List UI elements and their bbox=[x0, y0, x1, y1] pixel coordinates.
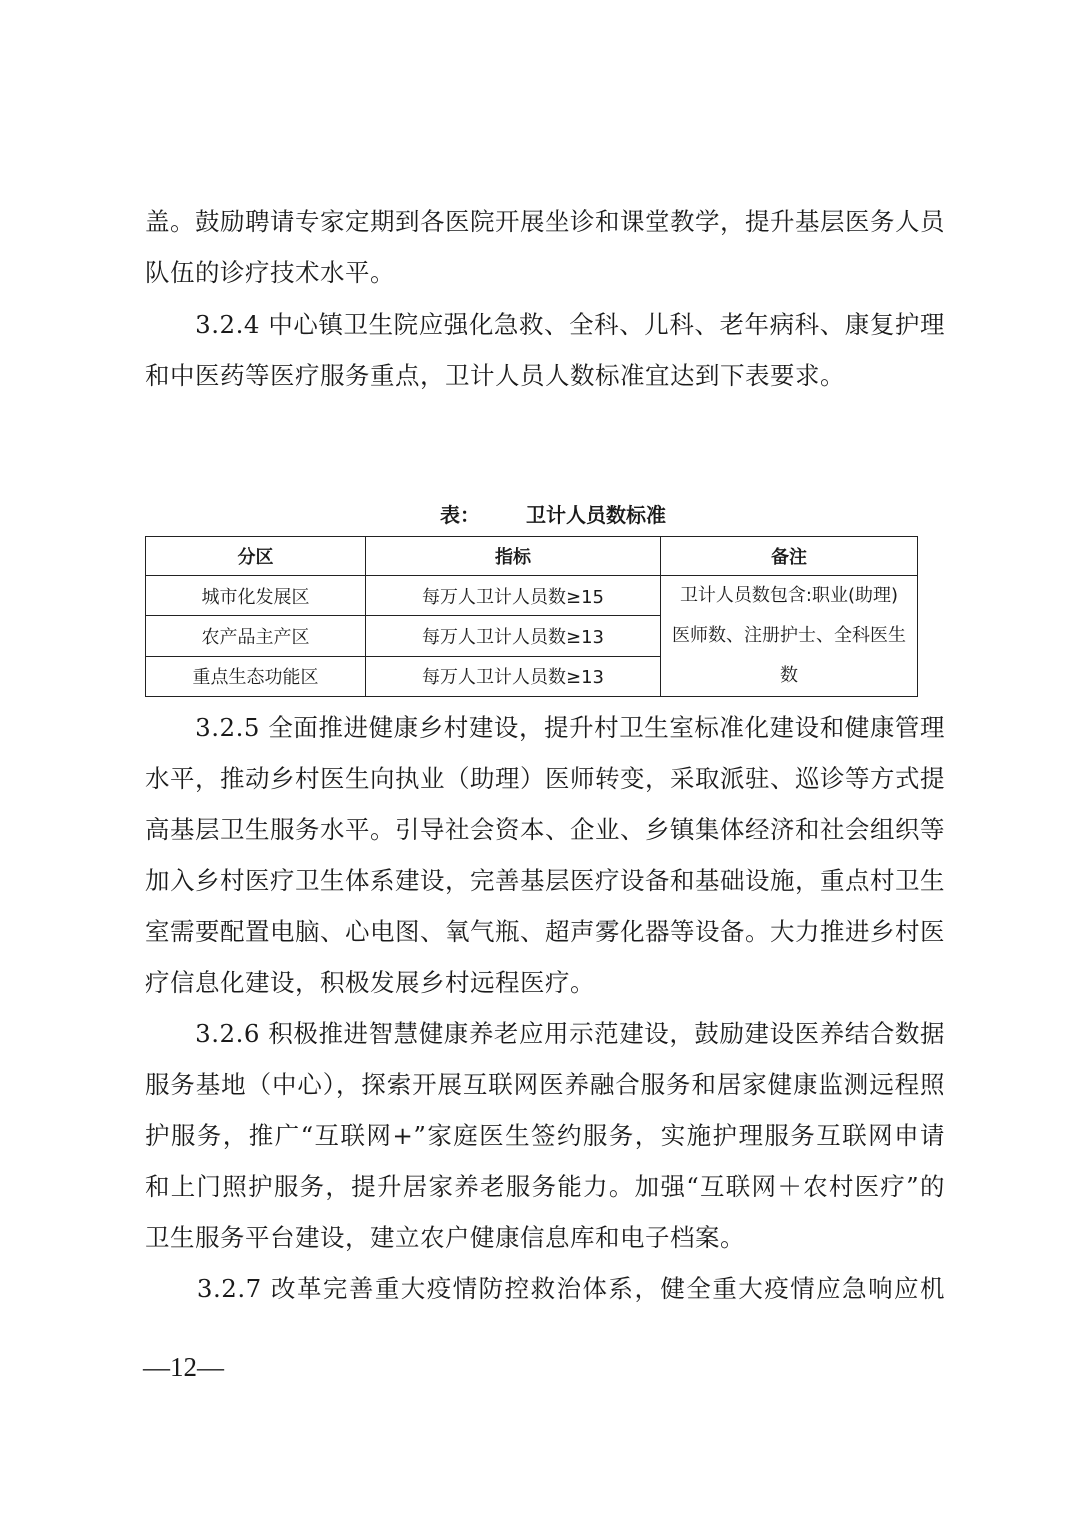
body-line: 卫生服务平台建设，建立农户健康信息库和电子档案。 bbox=[145, 1223, 745, 1252]
note-line: 医师数、注册护士、全科医生 bbox=[672, 625, 906, 646]
table-row bbox=[146, 576, 918, 616]
body-line: 3.2.5 全面推进健康乡村建设，提升村卫生室标准化建设和健康管理 bbox=[145, 713, 945, 742]
table-header-cell: 指标 bbox=[366, 537, 661, 576]
table-caption-title: 卫计人员数标准 bbox=[526, 503, 666, 527]
body-line: 3.2.4 中心镇卫生院应强化急救、全科、儿科、老年病科、康复护理 bbox=[145, 310, 945, 339]
table-caption bbox=[440, 500, 666, 530]
table-cell-note bbox=[661, 576, 918, 697]
page-number: —12— bbox=[143, 1352, 224, 1382]
body-line: 加入乡村医疗卫生体系建设，完善基层医疗设备和基础设施，重点村卫生 bbox=[145, 866, 945, 895]
table-caption-prefix: 表： bbox=[440, 503, 480, 527]
body-line: 队伍的诊疗技术水平。 bbox=[145, 258, 395, 287]
body-line: 室需要配置电脑、心电图、氧气瓶、超声雾化器等设备。大力推进乡村医 bbox=[145, 917, 945, 946]
body-line: 高基层卫生服务水平。引导社会资本、企业、乡镇集体经济和社会组织等 bbox=[145, 815, 945, 844]
table-cell-zone: 重点生态功能区 bbox=[146, 656, 366, 696]
body-line: 服务基地（中心），探索开展互联网医养融合服务和居家健康监测远程照 bbox=[145, 1070, 945, 1099]
table-cell-indicator: 每万人卫计人员数≥13 bbox=[366, 656, 661, 696]
table-cell-zone: 农产品主产区 bbox=[146, 616, 366, 656]
body-line: 盖。鼓励聘请专家定期到各医院开展坐诊和课堂教学，提升基层医务人员 bbox=[145, 207, 945, 236]
note-line: 数 bbox=[780, 665, 798, 686]
table-cell-indicator: 每万人卫计人员数≥15 bbox=[366, 576, 661, 616]
table-cell-zone: 城市化发展区 bbox=[146, 576, 366, 616]
body-line: 疗信息化建设，积极发展乡村远程医疗。 bbox=[145, 968, 595, 997]
body-line: 和上门照护服务，提升居家养老服务能力。加强“互联网＋农村医疗”的 bbox=[145, 1172, 945, 1201]
table-cell-indicator: 每万人卫计人员数≥13 bbox=[366, 616, 661, 656]
body-line: 水平，推动乡村医生向执业（助理）医师转变，采取派驻、巡诊等方式提 bbox=[145, 764, 945, 793]
staff-standard-table bbox=[145, 536, 918, 697]
body-line: 3.2.6 积极推进智慧健康养老应用示范建设，鼓励建设医养结合数据 bbox=[145, 1019, 945, 1048]
note-line: 卫计人员数包含:职业(助理) bbox=[679, 585, 899, 606]
table-header-row bbox=[146, 537, 918, 576]
table-header-cell: 备注 bbox=[661, 537, 918, 576]
body-line: 和中医药等医疗服务重点，卫计人员人数标准宜达到下表要求。 bbox=[145, 361, 845, 390]
body-line: 3.2.7 改革完善重大疫情防控救治体系，健全重大疫情应急响应机 bbox=[145, 1274, 945, 1303]
body-line: 护服务，推广“互联网+”家庭医生签约服务，实施护理服务互联网申请 bbox=[145, 1121, 945, 1150]
table-header-cell: 分区 bbox=[146, 537, 366, 576]
